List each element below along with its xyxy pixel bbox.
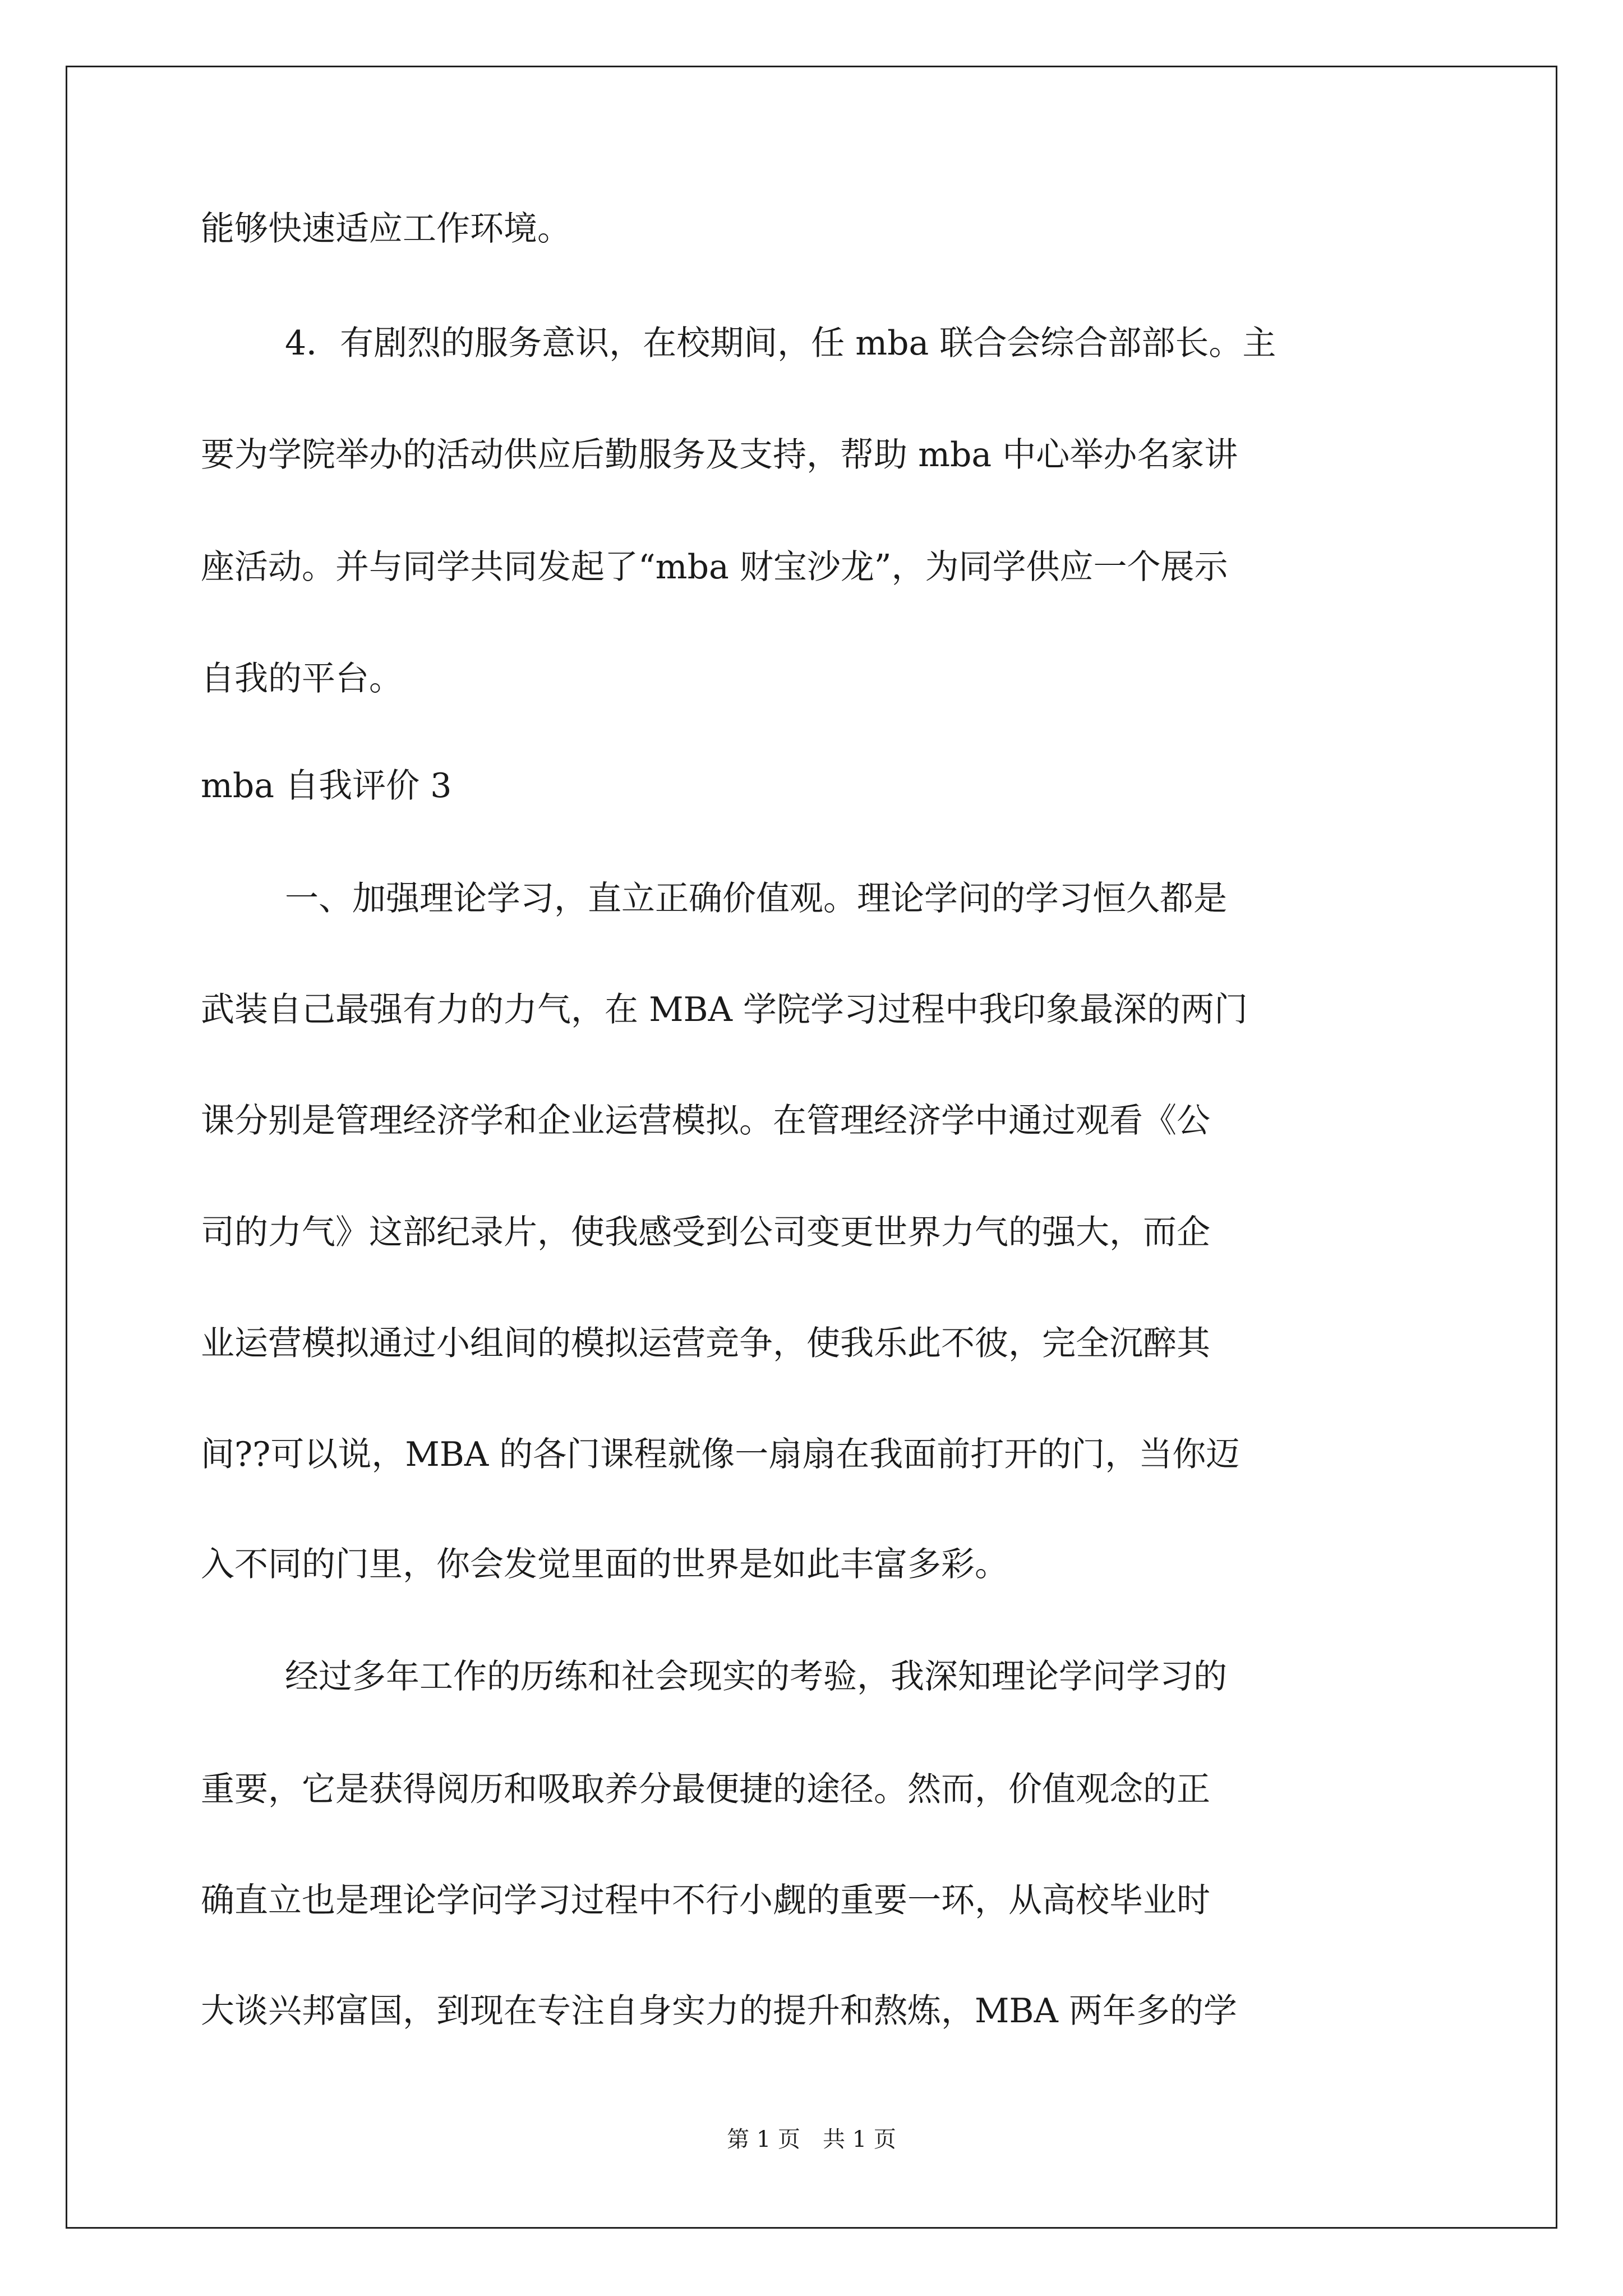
text-line: 间??可以说，MBA 的各门课程就像一扇扇在我面前打开的门，当你迈 [201, 1435, 1240, 1474]
text-line: 武装自己最强有力的力气，在 MBA 学院学习过程中我印象最深的两门 [201, 990, 1248, 1029]
text-line: 确直立也是理论学问学习过程中不行小觑的重要一环，从高校毕业时 [201, 1881, 1210, 1920]
text-line: 4．有剧烈的服务意识，在校期间，任 mba 联合会综合部部长。主 [285, 324, 1276, 363]
text-line: 座活动。并与同学共同发起了“mba 财宝沙龙”，为同学供应一个展示 [201, 547, 1228, 587]
text-line: 大谈兴邦富国，到现在专注自身实力的提升和熬炼，MBA 两年多的学 [201, 1991, 1237, 2031]
text-line: 业运营模拟通过小组间的模拟运营竞争，使我乐此不彼，完全沉醉其 [201, 1324, 1210, 1363]
text-line: 要为学院举办的活动供应后勤服务及支持，帮助 mba 中心举办名家讲 [201, 435, 1238, 475]
page-footer: 第 1 页 共 1 页 [727, 2127, 896, 2152]
text-line: 一、加强理论学习，直立正确价值观。理论学问的学习恒久都是 [285, 879, 1227, 918]
text-line: 司的力气》这部纪录片，使我感受到公司变更世界力气的强大，而企 [201, 1213, 1210, 1252]
text-line: 课分别是管理经济学和企业运营模拟。在管理经济学中通过观看《公 [201, 1101, 1210, 1140]
text-line: 能够快速适应工作环境。 [201, 209, 571, 249]
section-heading: mba 自我评价 3 [201, 766, 452, 806]
text-line: 重要，它是获得阅历和吸取养分最便捷的途径。然而，价值观念的正 [201, 1770, 1210, 1809]
text-line: 入不同的门里，你会发觉里面的世界是如此丰富多彩。 [201, 1545, 1008, 1584]
text-line: 经过多年工作的历练和社会现实的考验，我深知理论学问学习的 [285, 1657, 1227, 1696]
text-line: 自我的平台。 [201, 659, 403, 698]
